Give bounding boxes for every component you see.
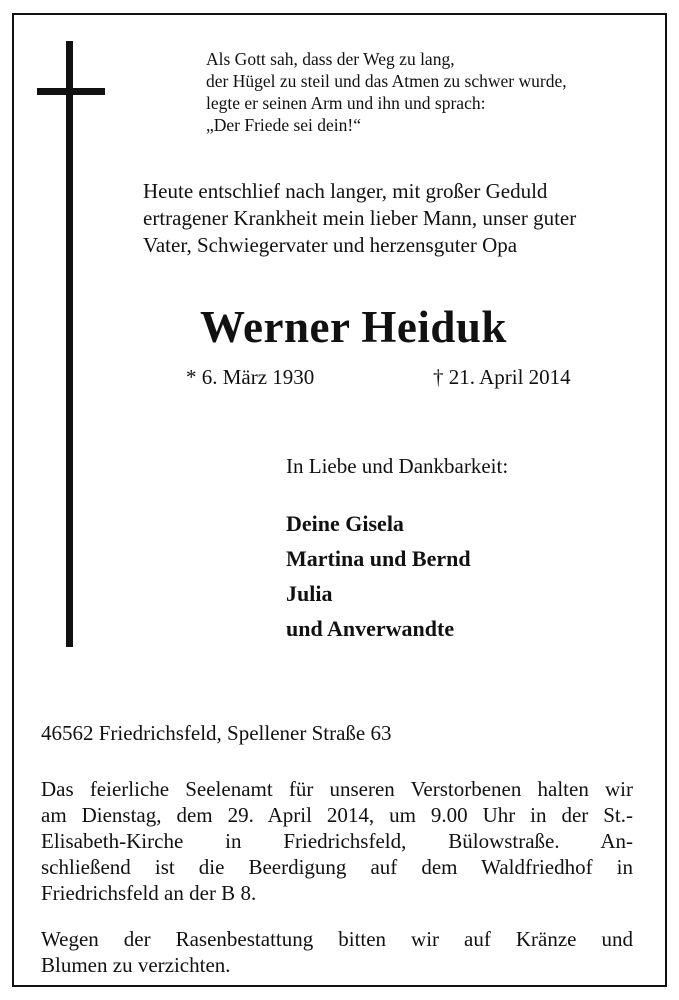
mourner-name: Deine Gisela	[286, 511, 404, 536]
service-line: Friedrichsfeld an der B 8.	[41, 881, 257, 905]
mourners-list	[286, 506, 471, 646]
family-address: 46562 Friedrichsfeld, Spellener Straße 63	[41, 721, 392, 745]
mourner-name: und Anverwandte	[286, 616, 455, 641]
deceased-name: Werner Heiduk	[200, 302, 507, 352]
mourner-name: Martina und Bernd	[286, 546, 471, 571]
poem-line: Als Gott sah, dass der Weg zu lang,	[206, 49, 455, 69]
service-line: am Dienstag, dem 29. April 2014, um 9.00 Uhr in der St.-	[41, 803, 633, 827]
poem-line: der Hügel zu steil und das Atmen zu schwer wurde,	[206, 71, 567, 91]
service-line: schließend ist die Beerdigung auf dem Waldfriedhof in	[41, 855, 633, 879]
intro-line: Vater, Schwiegervater und herzensguter Opa	[143, 233, 518, 257]
service-details	[41, 776, 633, 906]
cross-icon	[66, 41, 73, 647]
poem-line: „Der Friede sei dein!“	[206, 115, 361, 135]
flower-request	[41, 926, 633, 978]
birth-date: * 6. März 1930	[186, 365, 315, 389]
mourner-name: Julia	[286, 581, 333, 606]
service-line: Elisabeth-Kirche in Friedrichsfeld, Bülowstraße. An-	[41, 829, 633, 853]
intro-line: Heute entschlief nach langer, mit großer Geduld	[143, 179, 548, 203]
request-line: Blumen zu verzichten.	[41, 953, 231, 977]
poem	[206, 48, 567, 136]
request-line: Wegen der Rasenbestattung bitten wir auf Kränze und	[41, 927, 633, 951]
death-date: † 21. April 2014	[433, 365, 571, 389]
poem-line: legte er seinen Arm und ihn und sprach:	[206, 93, 486, 113]
intro-text	[143, 178, 576, 259]
gratitude-line: In Liebe und Dankbarkeit:	[286, 454, 509, 478]
intro-line: ertragener Krankheit mein lieber Mann, unser guter	[143, 206, 577, 230]
service-line: Das feierliche Seelenamt für unseren Verstorbenen halten wir	[41, 777, 633, 801]
cross-icon-crossbar	[37, 88, 105, 95]
